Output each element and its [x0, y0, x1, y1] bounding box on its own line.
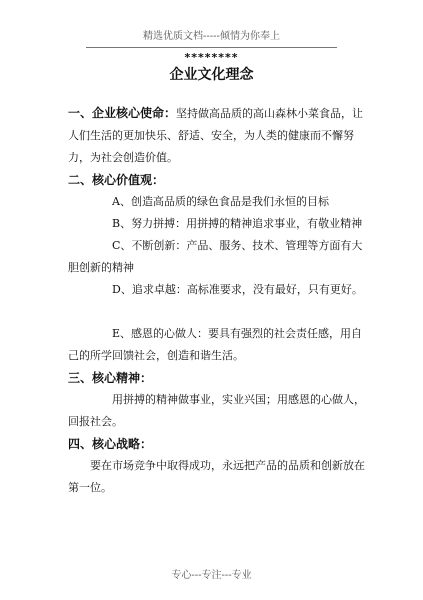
section-4-heading: 四、核心战略：: [68, 437, 153, 451]
page-footer: 专心---专注---专业: [171, 570, 252, 581]
document-body: [68, 102, 368, 499]
section-2-item-d: D、追求卓越：高标准要求，没有最好，只有更好。: [112, 283, 363, 296]
page-header: 精选优质文档-----倾情为你奉上: [86, 27, 337, 48]
section-1-heading: 一、企业核心使命：: [68, 106, 177, 120]
section-1-text: 坚持做高品质的高山森林小菜食品，让人们生活的更加快乐、舒适、安全，为人类的健康而不懈努力，为社会创造价值。: [68, 107, 364, 164]
section-3-text: 用拼搏的精神做事业，实业兴国；用感恩的心做人，回报社会。: [68, 393, 365, 428]
section-2-item-b: B、努力拼搏：用拼搏的精神追求事业，有敬业精神: [112, 217, 363, 230]
section-2-item-e: E、感恩的心做人：要具有强烈的社会责任感，用自己的所学回馈社会，创造和谐生活。: [68, 327, 363, 362]
stars-line: ********: [184, 51, 239, 64]
section-4-text: 要在市场竞争中取得成功，永远把产品的品质和创新放在第一位。: [68, 459, 365, 494]
section-2-item-a: A、创造高品质的绿色食品是我们永恒的目标: [112, 195, 329, 208]
document-title: 企业文化理念: [169, 67, 254, 83]
section-1: [68, 102, 368, 169]
section-3-heading: 三、核心精神：: [68, 371, 153, 385]
section-2-item-c: C、不断创新：产品、服务、技术、管理等方面有大胆创新的精神: [68, 239, 363, 274]
section-2-heading: 二、核心价值观：: [68, 173, 165, 187]
spacer: [68, 301, 368, 323]
